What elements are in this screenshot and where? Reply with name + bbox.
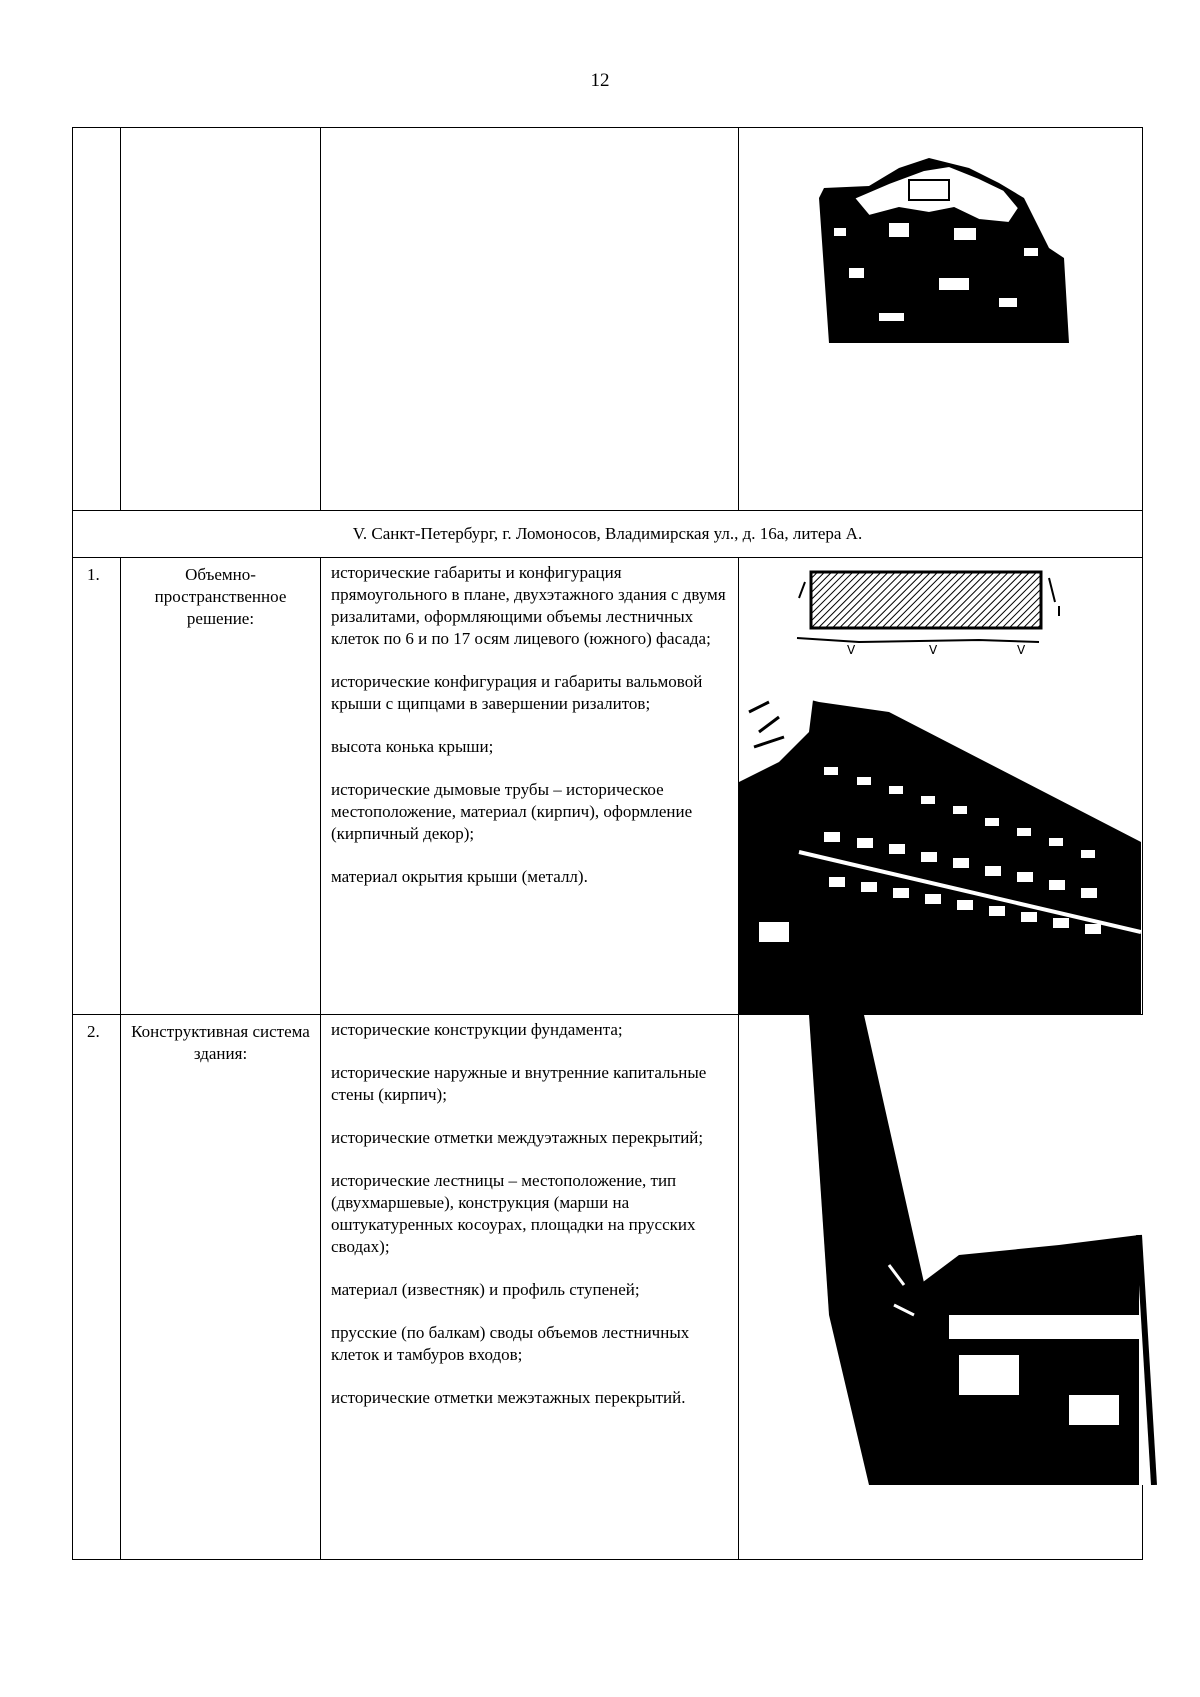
table-row-continuation	[73, 128, 1143, 511]
criteria-item: исторические габариты и конфигурация прямоугольного в плане, двухэтажного здания с двумя ризалитами, оформляющими объемы лестничных клеток по 6 и по 17 осям лицевого (южного) фасада;	[331, 563, 726, 648]
photo-facade	[739, 692, 1141, 1014]
page-number: 12	[590, 70, 610, 91]
criteria-item: исторические лестницы – местоположение, тип (двухмаршевые), конструкция (марши на оштукатуренных косоурах, площадки на прусских сводах);	[331, 1171, 696, 1256]
cell-empty	[321, 128, 739, 511]
cell-empty	[121, 128, 321, 511]
svg-text:V: V	[929, 643, 938, 657]
section-title: V. Санкт-Петербург, г. Ломоносов, Владимирская ул., д. 16а, литера А.	[73, 511, 1143, 558]
photo-gable-cell	[739, 128, 1143, 511]
criteria-item: высота конька крыши;	[331, 737, 494, 756]
row-label: Конструктивная система здания:	[121, 1015, 321, 1560]
table-row-section	[73, 511, 1143, 558]
row-number: 1.	[73, 558, 121, 1015]
criteria-item: материал окрытия крыши (металл).	[331, 867, 588, 886]
floor-plan-sketch	[739, 558, 1141, 668]
photo-gable	[739, 128, 1141, 508]
criteria-item: исторические дымовые трубы – историческое местоположение, материал (кирпич), оформление (кирпичный декор);	[331, 780, 693, 843]
table-row-1	[73, 558, 1143, 1015]
criteria-item: исторические конструкции фундамента;	[331, 1020, 623, 1039]
svg-text:V: V	[847, 643, 856, 657]
criteria-list	[321, 1015, 739, 1560]
protection-table	[72, 127, 1143, 1560]
cell-empty	[73, 128, 121, 511]
images-cell-2	[739, 1015, 1143, 1560]
criteria-list	[321, 558, 739, 1015]
criteria-item: исторические конфигурация и габариты вальмовой крыши с щипцами в завершении ризалитов;	[331, 672, 703, 713]
row-number: 2.	[73, 1015, 121, 1560]
table-row-2	[73, 1015, 1143, 1560]
svg-text:V: V	[1017, 643, 1026, 657]
row-label: Объемно-пространственное решение:	[121, 558, 321, 1015]
criteria-item: материал (известняк) и профиль ступеней;	[331, 1280, 640, 1299]
images-cell-1	[739, 558, 1143, 1015]
photo-staircase	[809, 1015, 1200, 1485]
criteria-item: исторические наружные и внутренние капитальные стены (кирпич);	[331, 1063, 707, 1104]
criteria-item: исторические отметки междуэтажных перекрытий;	[331, 1128, 704, 1147]
criteria-item: прусские (по балкам) своды объемов лестничных клеток и тамбуров входов;	[331, 1323, 690, 1364]
criteria-item: исторические отметки межэтажных перекрытий.	[331, 1388, 686, 1407]
